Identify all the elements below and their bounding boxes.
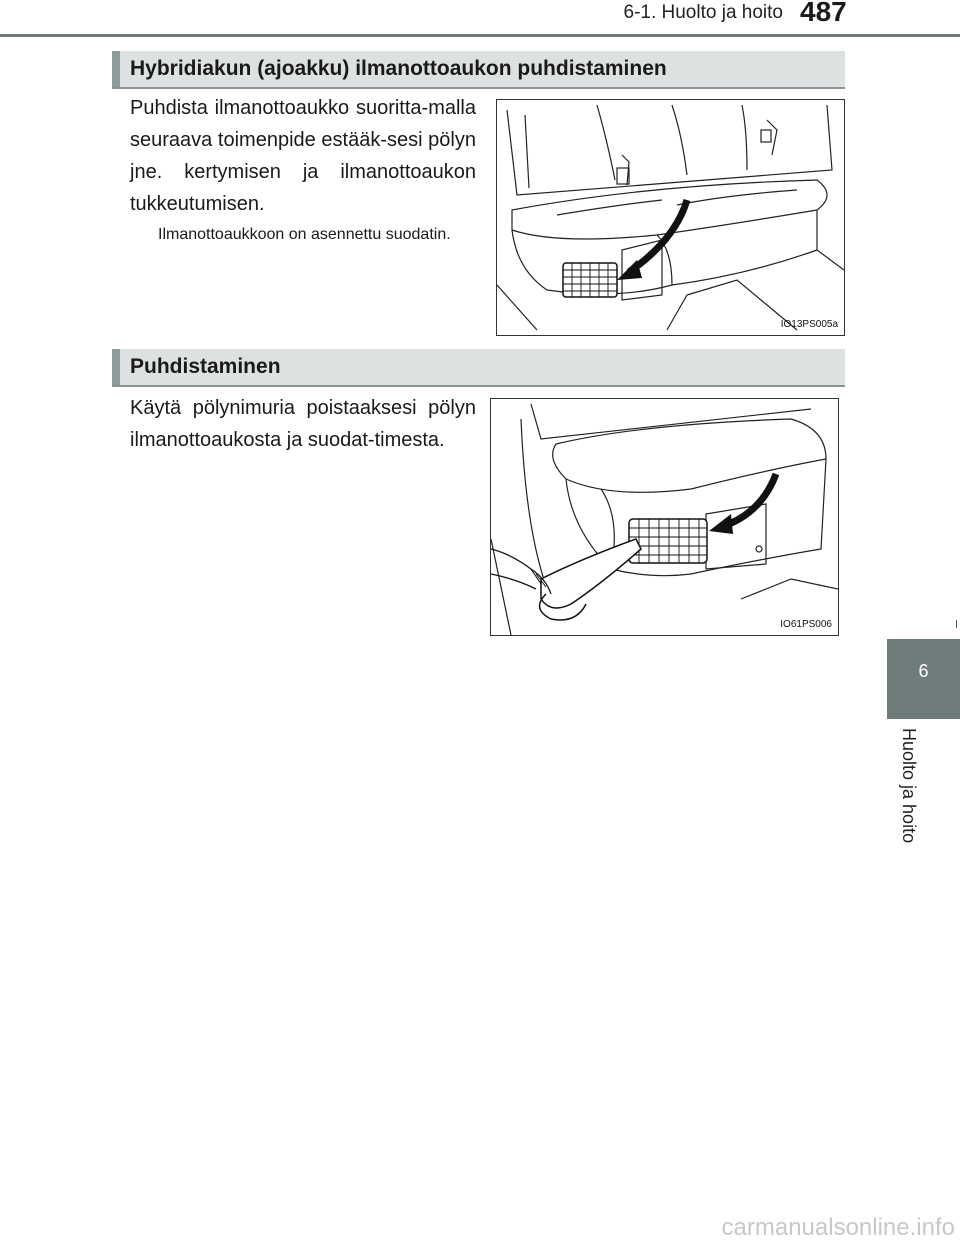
section-heading-title: Hybridiakun (ajoakku) ilmanottoaukon puhdistaminen <box>130 57 667 80</box>
section-2-body: Käytä pölynimuria poistaaksesi pölyn ilmanottoaukosta ja suodat-timesta. <box>130 397 476 451</box>
section-heading-intake-cleaning <box>112 51 845 89</box>
figure-code: IO61PS006 <box>780 619 832 630</box>
side-tab-marker <box>956 620 957 628</box>
vacuum-illustration <box>491 399 838 635</box>
watermark: carmanualsonline.info <box>721 1214 955 1241</box>
chapter-tab-label: Huolto ja hoito <box>899 728 919 844</box>
section-heading-bar <box>112 349 120 385</box>
figure-rear-seat-air-intake <box>496 99 845 336</box>
chapter-tab-number: 6 <box>918 661 929 681</box>
section-1-body: Puhdista ilmanottoaukko suoritta-malla seuraava toimenpide estääk-sesi pölyn jne. kertymisen ja ilmanottoaukon tukkeutumisen. <box>130 97 476 215</box>
section-heading-title: Puhdistaminen <box>130 355 281 378</box>
rear-seat-illustration <box>497 100 844 335</box>
section-1-note: Ilmanottoaukkoon on asennettu suodatin. <box>158 226 451 243</box>
section-heading-cleaning <box>112 349 845 387</box>
running-header-section: 6-1. Huolto ja hoito <box>623 2 783 23</box>
page-number: 487 <box>800 0 847 27</box>
section-heading-bar <box>112 51 120 87</box>
figure-code: IO13PS005a <box>780 319 838 330</box>
header-rule <box>0 34 960 37</box>
figure-vacuum-cleaning <box>490 398 839 636</box>
chapter-tab <box>887 639 960 719</box>
